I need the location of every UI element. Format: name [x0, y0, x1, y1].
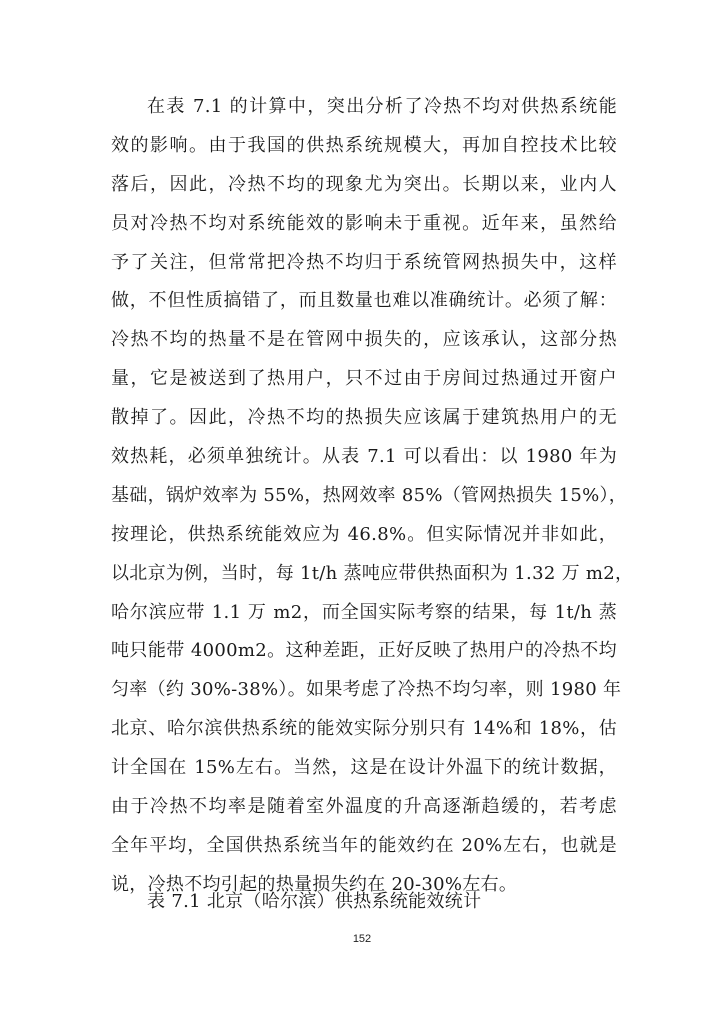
paragraph-line: 员对冷热不均对系统能效的影响未于重视。近年来，虽然给 [111, 212, 617, 234]
paragraph-line: 全年平均，全国供热系统当年的能效约在 20%左右，也就是 [111, 834, 617, 856]
paragraph-line: 在表 7.1 的计算中，突出分析了冷热不均对供热系统能 [147, 96, 617, 117]
body-paragraph [111, 88, 634, 905]
paragraph-line: 效的影响。由于我国的供热系统规模大，再加自控技术比较 [111, 134, 617, 156]
paragraph-line: 效热耗，必须单独统计。从表 7.1 可以看出：以 1980 年为 [111, 446, 617, 468]
paragraph-line: 予了关注，但常常把冷热不均归于系统管网热损失中，这样 [111, 251, 617, 273]
paragraph-line: 北京、哈尔滨供热系统的能效实际分别只有 14%和 18%，估 [111, 718, 617, 740]
paragraph-line: 吨只能带 4000m2。这种差距，正好反映了热用户的冷热不均 [111, 640, 617, 662]
paragraph-line: 哈尔滨应带 1.1 万 m2，而全国实际考察的结果，每 1t/h 蒸 [111, 601, 617, 623]
table-caption: 表 7.1 北京（哈尔滨）供热系统能效统计 [147, 891, 482, 912]
page-number: 152 [352, 933, 372, 945]
paragraph-line: 计全国在 15%左右。当然，这是在设计外温下的统计数据， [111, 757, 617, 779]
paragraph-line: 说，冷热不均引起的热量损失约在 20-30%左右。 [111, 873, 518, 895]
paragraph-line: 由于冷热不均率是随着室外温度的升高逐渐趋缓的，若考虑 [111, 796, 617, 818]
paragraph-line: 散掉了。因此，冷热不均的热损失应该属于建筑热用户的无 [111, 407, 617, 429]
paragraph-line: 做，不但性质搞错了，而且数量也难以准确统计。必须了解： [111, 290, 617, 312]
paragraph-line: 冷热不均的热量不是在管网中损失的，应该承认，这部分热 [111, 329, 617, 351]
paragraph-line: 按理论，供热系统能效应为 46.8%。但实际情况并非如此， [111, 523, 617, 545]
paragraph-line: 基础，锅炉效率为 55%，热网效率 85%（管网热损失 15%）， [111, 484, 628, 506]
paragraph-line: 落后，因此，冷热不均的现象尤为突出。长期以来，业内人 [111, 173, 617, 195]
paragraph-line: 量，它是被送到了热用户，只不过由于房间过热通过开窗户 [111, 368, 617, 390]
paragraph-line: 匀率（约 30%-38%）。如果考虑了冷热不均匀率，则 1980 年 [111, 679, 622, 701]
paragraph-line: 以北京为例，当时，每 1t/h 蒸吨应带供热面积为 1.32 万 m2， [111, 562, 634, 584]
